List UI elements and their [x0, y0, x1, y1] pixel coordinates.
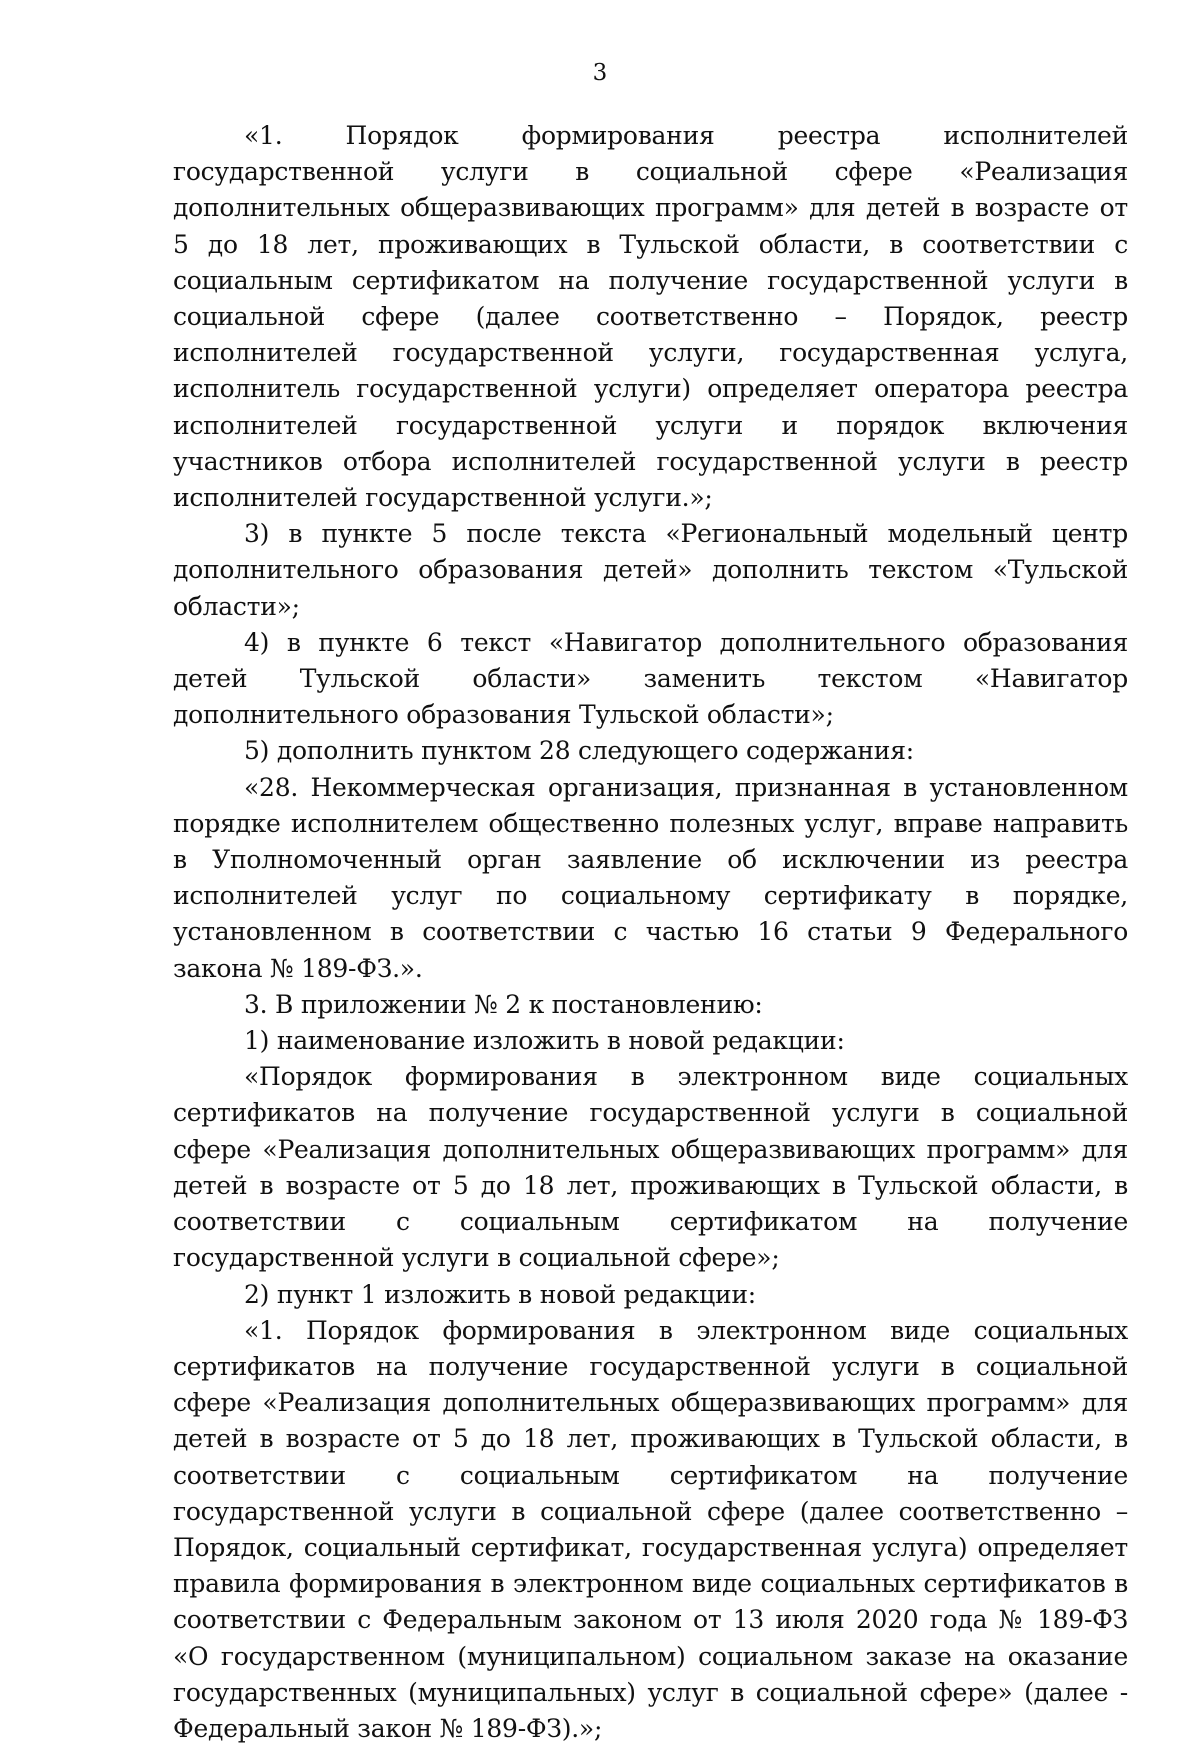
paragraph-4: 5) дополнить пунктом 28 следующего содержания:: [244, 736, 914, 766]
paragraph-3: 4) в пункте 6 текст «Навигатор дополнительного образования детей Тульской области» заменить текстом «Навигатор дополнительного образования Тульской области»;: [173, 627, 1128, 730]
paragraph-9: 2) пункт 1 изложить в новой редакции:: [244, 1279, 756, 1309]
paragraph-10: «1. Порядок формирования в электронном виде социальных сертификатов на получение государственной услуги в социальной сфере «Реализация дополнительных общеразвивающих программ» для детей в возрасте от 5 до 18 лет, проживающих в Тульской области, в соответствии с социальным сертификатом на получение государственной услуги в социальной сфере (далее соответственно – Порядок, социальный сертификат, государственная услуга) определяет правила формирования в электронном виде социальных сертификатов в соответствии с Федеральным законом от 13 июля 2020 года № 189-ФЗ «О государственном (муниципальном) социальном заказе на оказание государственных (муниципальных) услуг в социальной сфере» (далее - Федеральный закон № 189-ФЗ).»;: [173, 1315, 1128, 1743]
paragraph-2: 3) в пункте 5 после текста «Региональный модельный центр дополнительного образования детей» дополнить текстом «Тульской области»;: [173, 519, 1128, 621]
paragraph-6: 3. В приложении № 2 к постановлению:: [244, 989, 763, 1019]
paragraph-7: 1) наименование изложить в новой редакции:: [244, 1026, 845, 1056]
paragraph-8: «Порядок формирования в электронном виде социальных сертификатов на получение государственной услуги в социальной сфере «Реализация дополнительных общеразвивающих программ» для детей в возрасте от 5 до 18 лет, проживающих в Тульской области, в соответствии с социальным сертификатом на получение государственной услуги в социальной сфере»;: [173, 1062, 1128, 1273]
document-body: [173, 118, 1128, 1747]
page-number: 3: [592, 60, 608, 86]
paragraph-5: «28. Некоммерческая организация, признанная в установленном порядке исполнителем общественно полезных услуг, вправе направить в Уполномоченный орган заявление об исключении из реестра исполнителей услуг по социальному сертификату в порядке, установленном в соответствии с частью 16 статьи 9 Федерального закона № 189-ФЗ.».: [173, 772, 1128, 983]
paragraph-1: «1. Порядок формирования реестра исполнителей государственной услуги в социальной сфере «Реализация дополнительных общеразвивающих программ» для детей в возрасте от 5 до 18 лет, проживающих в Тульской области, в соответствии с социальным сертификатом на получение государственной услуги в социальной сфере (далее соответственно – Порядок, реестр исполнителей государственной услуги, государственная услуга, исполнитель государственной услуги) определяет оператора реестра исполнителей государственной услуги и порядок включения участников отбора исполнителей государственной услуги в реестр исполнителей государственной услуги.»;: [173, 121, 1128, 513]
